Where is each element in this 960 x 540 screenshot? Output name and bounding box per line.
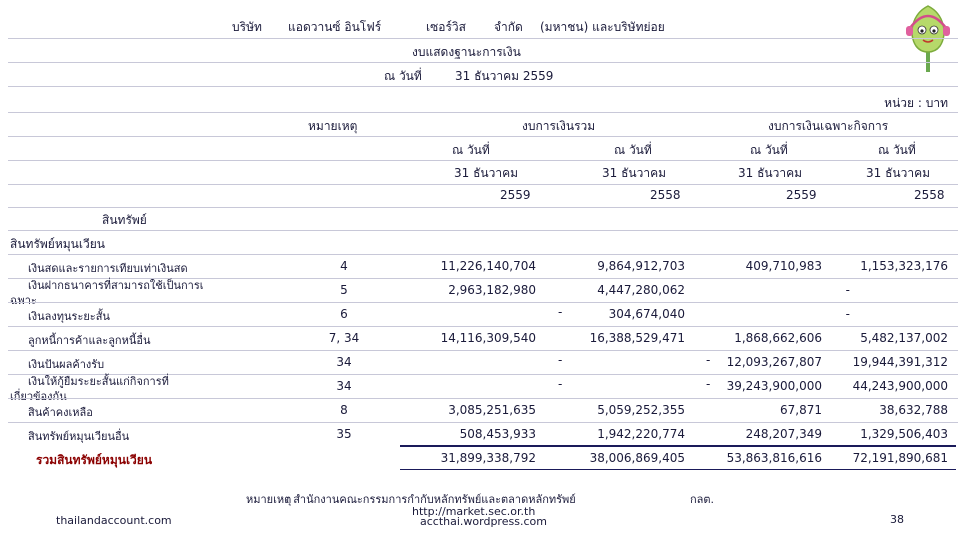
col1-year: 2559 <box>500 188 531 202</box>
company-word-2: แอดวานซ์ อินโฟร์ <box>288 20 382 34</box>
total-bottom-rule <box>400 469 956 470</box>
col3-date: 31 ธันวาคม <box>738 166 803 180</box>
row-note: 4 <box>340 259 348 273</box>
footer-sec-abbr: กลต. <box>690 493 715 506</box>
row-c2559: - <box>558 377 563 391</box>
row-c2559: 11,226,140,704 <box>440 259 536 273</box>
row-label: สินค้าคงเหลือ <box>28 406 93 419</box>
row-label-cont: ฉพาะ <box>10 294 37 307</box>
col2-date: 31 ธันวาคม <box>602 166 667 180</box>
row-note: 34 <box>336 355 352 369</box>
page-number: 38 <box>890 513 904 526</box>
row-note: 8 <box>340 403 348 417</box>
col4-as-of: ณ วันที่ <box>878 143 916 157</box>
total-c2559: 31,899,338,792 <box>440 451 536 465</box>
row-c2558: - <box>706 377 711 391</box>
row-c2559: 3,085,251,635 <box>448 403 536 417</box>
consolidated-header: งบการเงินรวม <box>522 119 596 133</box>
col3-year: 2559 <box>786 188 817 202</box>
row-s2559: 248,207,349 <box>745 427 822 441</box>
row-note: 6 <box>340 307 348 321</box>
row-c2559: - <box>558 353 563 367</box>
note-column-header: หมายเหตุ <box>308 119 358 133</box>
statement-title: งบแสดงฐานะการเงิน <box>412 45 521 59</box>
col3-as-of: ณ วันที่ <box>750 143 788 157</box>
row-s2559: 12,093,267,807 <box>726 355 822 369</box>
company-word-3: เซอร์วิส <box>426 20 466 34</box>
row-c2558: 5,059,252,355 <box>597 403 685 417</box>
row-s2558: 5,482,137,002 <box>860 331 948 345</box>
row-s2559: 67,871 <box>780 403 822 417</box>
total-s2559: 53,863,816,616 <box>726 451 822 465</box>
row-note: 34 <box>336 379 352 393</box>
section-assets: สินทรัพย์ <box>102 213 147 227</box>
row-s2558: - <box>845 307 850 321</box>
footer-source: : สำนักงานคณะกรรมการกำกับหลักทรัพย์และตลาดหลักทรัพย์ <box>286 493 576 506</box>
row-c2559: 508,453,933 <box>459 427 536 441</box>
row-c2558: 16,388,529,471 <box>589 331 685 345</box>
row-s2559: 409,710,983 <box>745 259 822 273</box>
row-c2559: 2,963,182,980 <box>448 283 536 297</box>
row-s2558: 44,243,900,000 <box>852 379 948 393</box>
mascot-logo-icon <box>902 4 954 74</box>
row-label: สินทรัพย์หมุนเวียนอื่น <box>28 430 130 443</box>
row-s2558: 38,632,788 <box>879 403 948 417</box>
row-note: 35 <box>336 427 352 441</box>
row-note: 5 <box>340 283 348 297</box>
as-of-prefix: ณ วันที่ <box>384 69 422 83</box>
footer-site: thailandaccount.com <box>56 514 172 527</box>
row-c2559: 14,116,309,540 <box>440 331 536 345</box>
row-label: เงินฝากธนาคารที่สามารถใช้เป็นการเ <box>28 279 204 292</box>
total-s2558: 72,191,890,681 <box>852 451 948 465</box>
row-label: เงินลงทุนระยะสั้น <box>28 310 110 323</box>
total-label: รวมสินทรัพย์หมุนเวียน <box>36 453 153 467</box>
row-c2558: 1,942,220,774 <box>597 427 685 441</box>
footer-url-sec[interactable]: http://market.sec.or.th <box>412 505 536 518</box>
as-of-date: 31 ธันวาคม 2559 <box>455 69 554 83</box>
total-top-rule <box>400 445 956 447</box>
row-s2559: 1,868,662,606 <box>734 331 822 345</box>
row-s2558: 19,944,391,312 <box>852 355 948 369</box>
col1-date: 31 ธันวาคม <box>454 166 519 180</box>
col1-as-of: ณ วันที่ <box>452 143 490 157</box>
row-c2558: 4,447,280,062 <box>597 283 685 297</box>
row-c2558: 9,864,912,703 <box>597 259 685 273</box>
col4-date: 31 ธันวาคม <box>866 166 931 180</box>
footer-remark-label: หมายเหตุ <box>246 493 292 506</box>
company-word-4: จำกัด <box>494 20 523 34</box>
row-c2558: 304,674,040 <box>608 307 685 321</box>
row-s2558: 1,329,506,403 <box>860 427 948 441</box>
col2-year: 2558 <box>650 188 681 202</box>
row-label: เงินปันผลค้างรับ <box>28 358 105 371</box>
section-current-assets: สินทรัพย์หมุนเวียน <box>10 237 105 251</box>
row-note: 7, 34 <box>328 331 360 345</box>
row-label: เงินสดและรายการเทียบเท่าเงินสด <box>28 262 188 275</box>
row-label-cont: เกี่ยวข้องกัน <box>10 390 67 403</box>
row-label: ลูกหนี้การค้าและลูกหนี้อื่น <box>28 334 151 347</box>
separate-header: งบการเงินเฉพาะกิจการ <box>768 119 889 133</box>
row-c2559: - <box>558 305 563 319</box>
total-c2558: 38,006,869,405 <box>589 451 685 465</box>
row-s2558: 1,153,323,176 <box>860 259 948 273</box>
row-label: เงินให้กู้ยืมระยะสั้นแก่กิจการที่ <box>28 375 169 388</box>
company-word-5: (มหาชน) และบริษัทย่อย <box>540 20 665 34</box>
row-s2558: - <box>845 283 850 297</box>
row-c2558: - <box>706 353 711 367</box>
col4-year: 2558 <box>914 188 945 202</box>
col2-as-of: ณ วันที่ <box>614 143 652 157</box>
unit-label: หน่วย : บาท <box>884 96 948 110</box>
row-s2559: 39,243,900,000 <box>726 379 822 393</box>
company-word-1: บริษัท <box>232 20 262 34</box>
footer-url-blog[interactable]: accthai.wordpress.com <box>420 515 547 528</box>
